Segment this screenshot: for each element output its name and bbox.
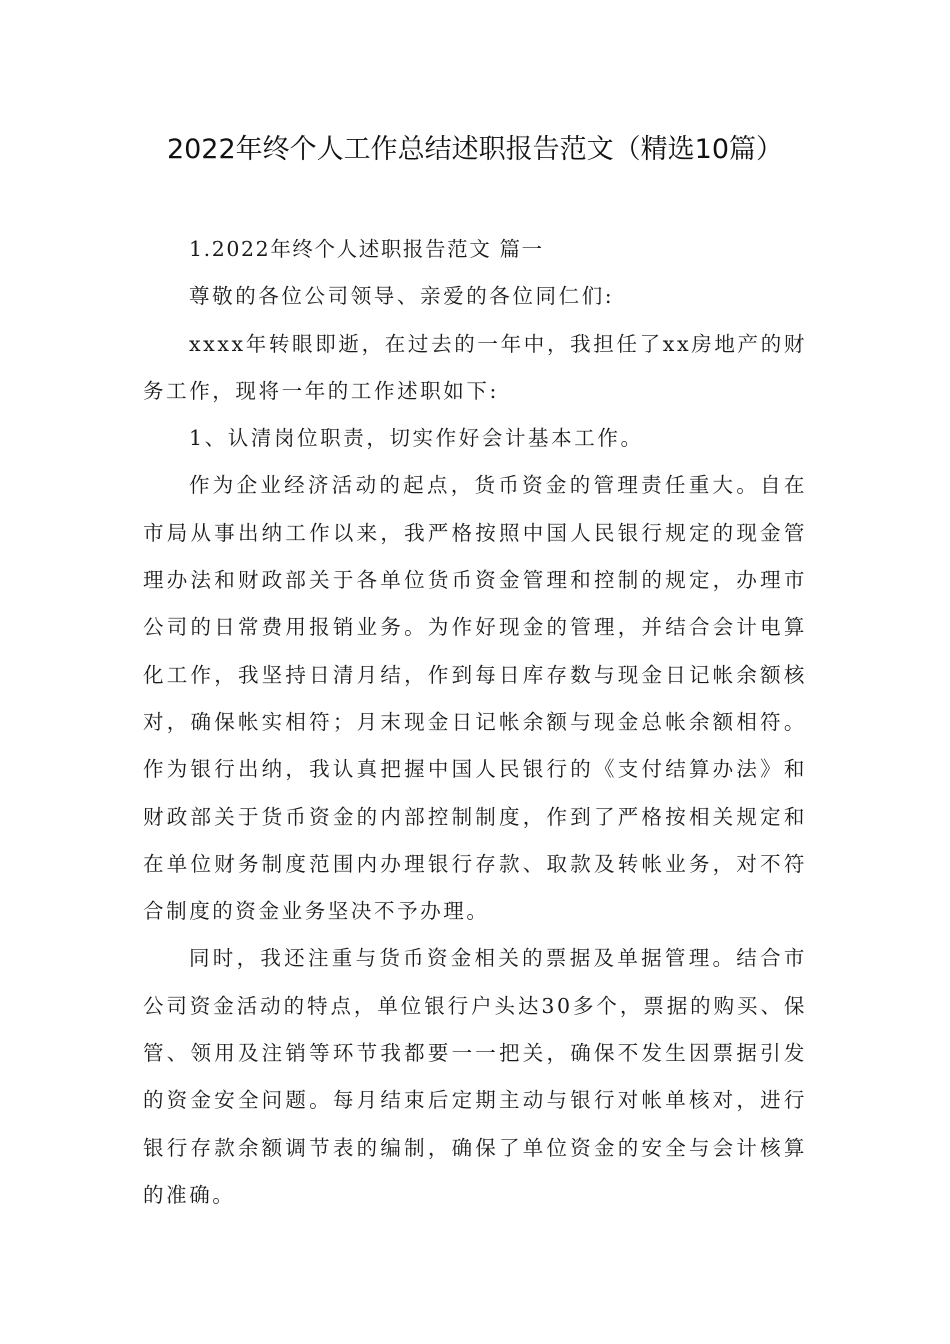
paragraph-cash-management: 作为企业经济活动的起点，货币资金的管理责任重大。自在市局从事出纳工作以来，我严格按照中国人民银行规定的现金管理办法和财政部关于各单位货币资金管理和控制的规定，办理市公司的日常费用报销业务。为作好现金的管理，并结合会计电算化工作，我坚持日清月结，作到每日库存数与现金日记帐余额核对，确保帐实相符；月末现金日记帐余额与现金总帐余额相符。作为银行出纳，我认真把握中国人民银行的《支付结算办法》和财政部关于货币资金的内部控制制度，作到了严格按相关规定和在单位财务制度范围内办理银行存款、取款及转帐业务，对不符合制度的资金业务坚决不予办理。: [143, 473, 807, 924]
document-body: [143, 226, 807, 1219]
document-title: 2022年终个人工作总结述职报告范文（精选10篇）: [166, 134, 784, 165]
greeting-line: 尊敬的各位公司领导、亲爱的各位同仁们:: [189, 284, 615, 309]
paragraph-bill-management: 同时，我还注重与货币资金相关的票据及单据管理。结合市公司资金活动的特点，单位银行户头达30多个，票据的购买、保管、领用及注销等环节我都要一一把关，确保不发生因票据引发的资金安全问题。每月结束后定期主动与银行对帐单核对，进行银行存款余额调节表的编制，确保了单位资金的安全与会计核算的准确。: [143, 946, 807, 1207]
paragraph-intro: xxxx年转眼即逝，在过去的一年中，我担任了xx房地产的财务工作，现将一年的工作述职如下:: [143, 331, 807, 403]
paragraph-subheading: 1、认清岗位职责，切实作好会计基本工作。: [189, 426, 644, 451]
section-heading: 1.2022年终个人述职报告范文 篇一: [189, 237, 544, 261]
